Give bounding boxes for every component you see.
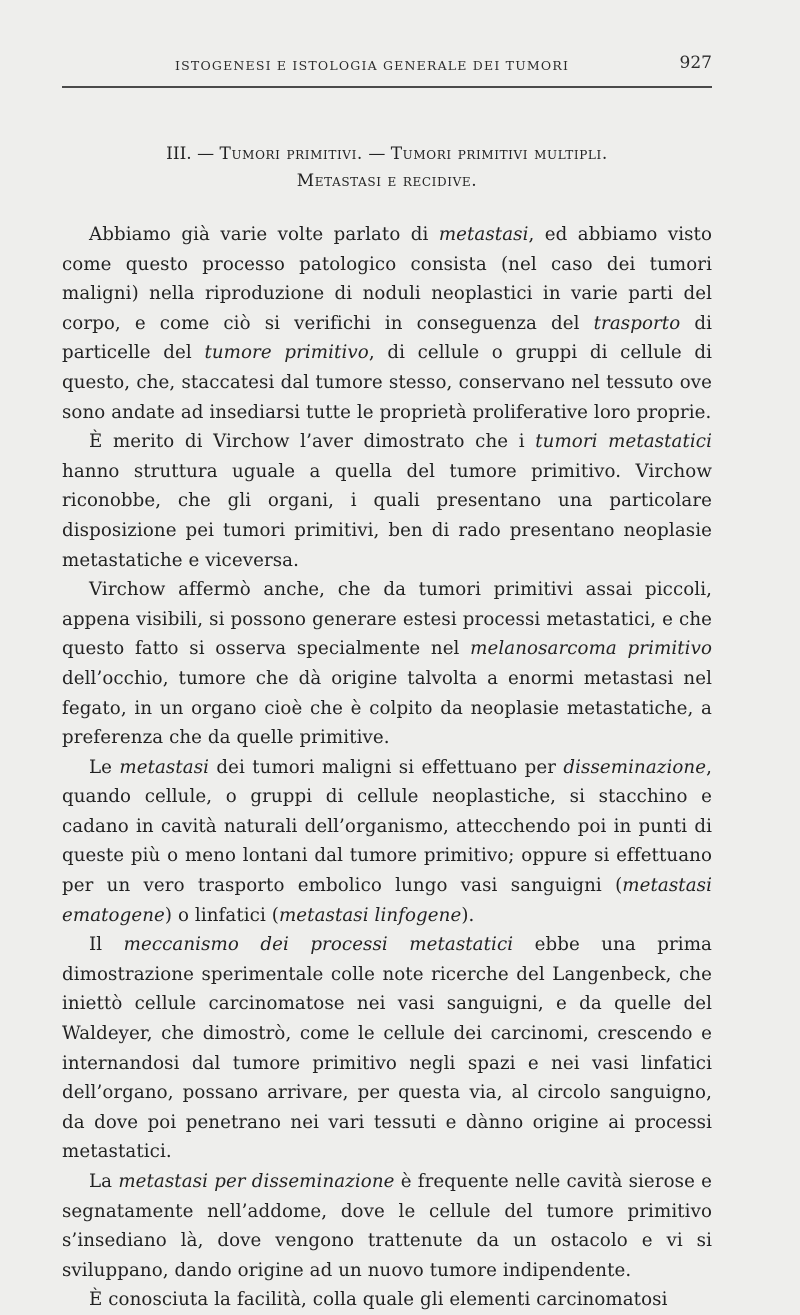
section-title-a: Tumori primitivi. [219, 144, 363, 164]
italic-term: melanosarcoma primitivo [470, 638, 712, 660]
page-number: 927 [679, 53, 712, 73]
text-run: dell’occhio, tumore che dà origine talvolta a enormi metastasi nel fegato, in un organo cioè che è colpito da neoplasie metastatiche, a preferenza che da quelle primitive. [62, 667, 712, 749]
text-run: Abbiamo già varie volte parlato di [89, 224, 439, 245]
running-title: ISTOGENESI E ISTOLOGIA GENERALE DEI TUMORI [175, 58, 570, 73]
paragraph [62, 753, 712, 931]
text-run: Virchow affermò anche, che da tumori primitivi assai piccoli, appena visibili, si possono generare estesi processi metastatici, e che questo fatto si osserva specialmente nel [62, 579, 712, 660]
italic-term: trasporto [593, 312, 681, 334]
text-run: Le [89, 756, 120, 778]
text-run: hanno struttura uguale a quella del tumore primitivo. Virchow riconobbe, che gli organi, i quali presentano una particolare disposizione pei tumori primitivi, ben di rado presentano neoplasie metastatiche e viceversa. [62, 460, 712, 571]
text-run: , di cellule o gruppi di cellule di questo, che, staccatesi dal tumore stesso, conservano nel tessuto ove sono andate ad insediarsi tutte le proprietà proliferative loro proprie. [62, 342, 713, 423]
header-rule [62, 86, 712, 88]
paragraph [62, 930, 712, 1167]
text-run: dei tumori maligni si effettuano per [209, 756, 564, 778]
paragraph [62, 427, 712, 575]
text-run: , quando cellule, o gruppi di cellule neoplastiche, si stacchino e cadano in cavità naturali dell’organismo, attecchendo poi in punti di queste più o meno lontani dal tumore primitivo; oppure si effettuano per un vero trasporto embolico lungo vasi sanguigni ( [62, 756, 712, 897]
paragraph [62, 220, 712, 427]
italic-term: metastasi [119, 756, 210, 778]
text-run: Il [89, 934, 124, 956]
text-run: di particelle del [62, 312, 712, 364]
italic-term: metastasi linfogene [278, 904, 462, 926]
text-run: È conosciuta la facilità, colla quale gli elementi carcinomatosi [89, 1289, 668, 1311]
italic-term: metastasi [438, 224, 529, 245]
text-run: è frequente nelle cavità sierose e segnatamente nell’addome, dove le cellule del tumore primitivo s’insediano là, dove vengono trattenute da un ostacolo e vi si sviluppano, dando origine ad un nuovo tumore indipendente. [62, 1171, 712, 1281]
heading-dash: — [368, 144, 386, 164]
text-run: ebbe una prima dimostrazione sperimentale colle note ricerche del Langenbeck, che iniettò cellule carcinomatose nei vasi sanguigni, e da quelle del Waldeyer, che dimostrò, come le cellule dei carcinomi, crescendo e internandosi dal tumore primitivo negli spazi e nei vasi linfatici dell’organo, possano arrivare, per questa via, al circolo sanguigno, da dove poi penetrano nei vari tessuti e dànno origine ai processi metastatici. [62, 934, 712, 1163]
section-numeral: III. [166, 144, 192, 164]
section-subtitle-text: Metastasi e recidive. [296, 171, 478, 191]
text-run: ). [461, 904, 475, 926]
paragraph [62, 1285, 712, 1315]
italic-term: disseminazione [563, 756, 707, 778]
italic-term: tumori metastatici [535, 431, 712, 453]
section-heading [62, 141, 712, 168]
section-title-b: Tumori primitivi multipli. [390, 144, 608, 164]
italic-term: meccanismo dei processi metastatici [123, 934, 514, 956]
text-run: È merito di Virchow l’aver dimostrato che i [89, 431, 536, 453]
text-run: La [89, 1171, 119, 1192]
body-text [62, 220, 712, 1315]
section-subtitle [62, 168, 712, 195]
paragraph [62, 1167, 712, 1285]
italic-term: metastasi per disseminazione [118, 1171, 395, 1192]
heading-dash: — [197, 144, 215, 164]
italic-term: metastasi ematogene [62, 875, 712, 926]
text-run: ) o linfatici ( [164, 904, 279, 926]
italic-term: tumore primitivo [204, 342, 369, 364]
text-run: , ed abbiamo visto come questo processo patologico consista (nel caso dei tumori maligni) nella riproduzione di noduli neoplastici in varie parti del corpo, e come ciò si verifichi in conseguenza del [62, 224, 712, 334]
paragraph [62, 575, 712, 753]
